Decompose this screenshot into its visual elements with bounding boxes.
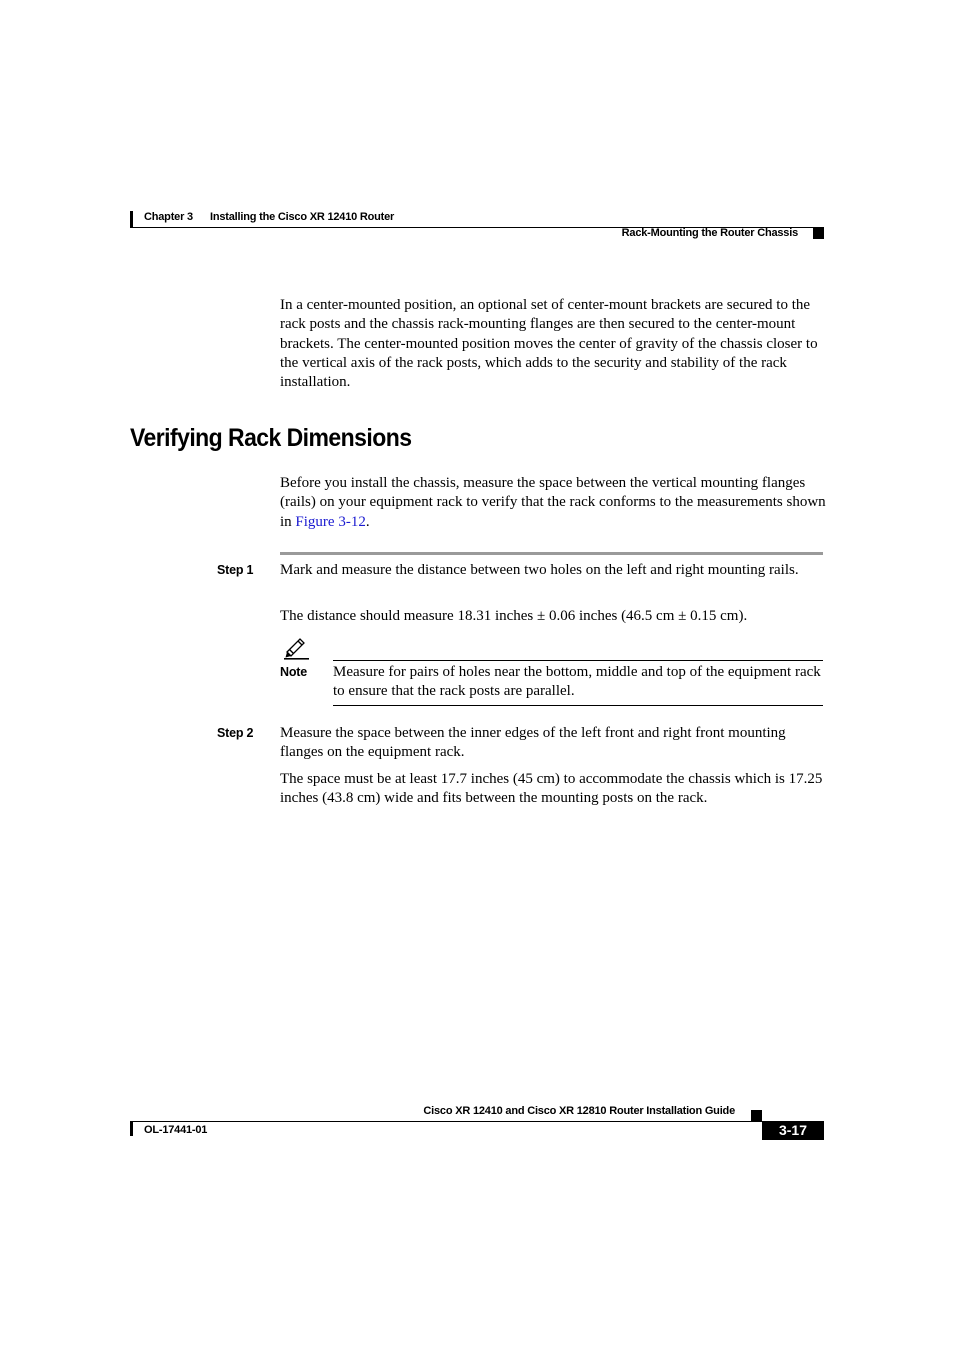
step-1-detail: The distance should measure 18.31 inches ± 0.06 inches (46.5 cm ± 0.15 cm). xyxy=(280,608,748,624)
step-1-label: Step 1 xyxy=(217,563,254,577)
footer-doc-number: OL-17441-01 xyxy=(144,1124,208,1136)
footer-guide-title: Cisco XR 12410 and Cisco XR 12810 Router Installation Guide xyxy=(423,1105,735,1117)
page-number-box xyxy=(762,1121,824,1140)
note-top-rule xyxy=(333,660,823,661)
section-intro-end: . xyxy=(365,513,370,530)
header-left-bar xyxy=(130,211,133,227)
step-2-text: Measure the space between the inner edges of the left front and right front mounting flanges on the equipment rack. xyxy=(280,725,786,761)
figure-link[interactable]: Figure 3-12 xyxy=(295,513,366,530)
step-2-detail: The space must be at least 17.7 inches (45 cm) to accommodate the chassis which is 17.25 inches (43.8 cm) wide and fits between the mounting posts on the rack. xyxy=(280,771,823,807)
section-intro xyxy=(280,474,826,532)
section-title: Verifying Rack Dimensions xyxy=(130,424,412,452)
header-chapter-title: Installing the Cisco XR 12410 Router xyxy=(210,211,395,223)
step-1-text: Mark and measure the distance between two holes on the left and right mounting rails. xyxy=(280,562,799,578)
footer-rule xyxy=(130,1121,824,1122)
footer-left-bar xyxy=(130,1121,133,1136)
header-right-square xyxy=(813,228,824,239)
footer-right-square xyxy=(751,1110,762,1121)
note-text: Measure for pairs of holes near the bottom, middle and top of the equipment rack to ensure that the rack posts are parallel. xyxy=(333,664,821,700)
header-chapter: Chapter 3 xyxy=(144,211,193,223)
page-number: 3-17 xyxy=(778,1122,808,1138)
section-intro-text: Before you install the chassis, measure the space between the vertical mounting flanges (rails) on your equipment rack to verify that the rack conforms to the measurements shown in xyxy=(280,475,826,530)
header-section: Rack-Mounting the Router Chassis xyxy=(621,227,798,239)
step-2-label: Step 2 xyxy=(217,726,254,740)
intro-paragraph: In a center-mounted position, an optional set of center-mount brackets are secured to the rack posts and the chassis rack-mounting flanges are then secured to the center-mount brackets. The center-mounted position moves the center of gravity of the chassis closer to the vertical axis of the rack posts, which adds to the security and stability of the rack installation. xyxy=(280,297,818,391)
note-bottom-rule xyxy=(333,705,823,706)
note-label: Note xyxy=(280,665,307,679)
procedure-rule xyxy=(280,552,823,555)
pencil-note-icon xyxy=(283,636,311,660)
